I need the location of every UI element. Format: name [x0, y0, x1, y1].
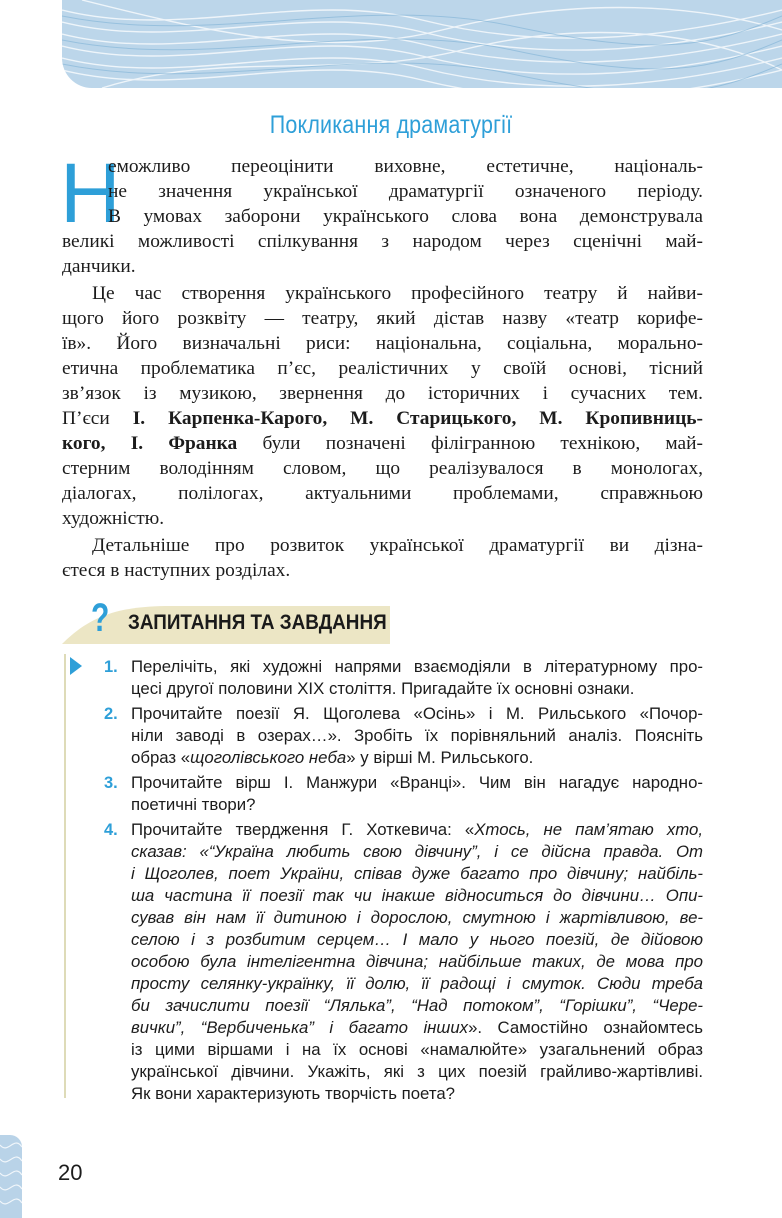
question-line: поетичні твори?: [131, 795, 256, 814]
paragraph-line: еможливо переоцінити виховне, естетичне, національ-: [108, 156, 703, 177]
question-line: просту селянку-українку, її долю, її радощі і смуток. Сюди треба: [131, 974, 703, 993]
paragraph-line: В умовах заборони українського слова вона демонструвала: [108, 206, 703, 227]
question-line: ша частина її поезії так чи інакше відноситься до дівчини… Опи-: [131, 886, 703, 905]
question-line: Як вони характеризують творчість поета?: [131, 1084, 455, 1103]
paragraph-line: щого його розквіту — театру, який дістав назву «театр корифе-: [62, 308, 703, 329]
paragraph-line: Детальніше про розвиток української драматургії ви дізна-: [92, 535, 703, 556]
question-line: сказав: «“Україна любить свою дівчину”, і се дійсна правда. От: [131, 842, 703, 861]
question-mark-icon: ?: [91, 596, 110, 640]
paragraph-line: художністю.: [62, 508, 165, 529]
arrow-right-icon: [70, 657, 82, 675]
paragraph-line: їв». Його визначальні риси: національна, соціальна, морально-: [62, 333, 703, 354]
paragraph-line: зв’язок із музикою, звернення до історичних і сучасних тем.: [62, 383, 703, 404]
paragraph-line: єтеся в наступних розділах.: [62, 560, 291, 581]
question-number: 2.: [104, 705, 118, 723]
question-line: образ «щоголівського неба» у вірші М. Рильського.: [131, 748, 534, 767]
drop-cap: Н: [60, 146, 121, 240]
question-line: Прочитайте поезії Я. Щоголева «Осінь» і М. Рильського «Почор-: [131, 704, 703, 723]
question-number: 3.: [104, 774, 118, 792]
question-line: селою і з розбитим серцем… І мало у нього поезій, де дійовою: [131, 930, 703, 949]
paragraph-line: П’єси І. Карпенка-Карого, М. Старицького, М. Кропивниць-: [62, 408, 703, 429]
question-line: цесі другої половини ХІХ століття. Пригадайте їх основні ознаки.: [131, 679, 635, 698]
page-number: 20: [58, 1160, 83, 1185]
paragraph-line: стерним володінням словом, що реалізувалося в монологах,: [62, 458, 703, 479]
decorative-wave-banner: [62, 0, 782, 88]
paragraph-line: Це час створення українського професійного театру й найви-: [92, 283, 703, 304]
question-line: Прочитайте вірш І. Манжури «Вранці». Чим він нагадує народно-: [131, 773, 703, 792]
question-number: 4.: [104, 821, 118, 839]
paragraph-line: етична проблематика п’єс, реалістичних у своїй основі, тісний: [62, 358, 703, 379]
question-line: вички”, “Вербиченька” і багато інших». Самостійно ознайомтесь: [131, 1018, 703, 1037]
question-line: Перелічіть, які художні напрями взаємодіяли в літературному про-: [131, 657, 703, 676]
author-names: кого, І. Франка: [62, 433, 238, 454]
decorative-wave-edge: [0, 1135, 22, 1218]
question-line: ніли заводі в озерах…». Зробіть їх порівняльний аналіз. Поясніть: [131, 726, 703, 745]
question-line: сував він нам її дитиною і дорослою, смутною і жартівливою, ве-: [131, 908, 703, 927]
paragraph-line: кого, І. Франка були позначені філігранною технікою, май-: [62, 433, 703, 454]
question-line: і Щоголев, поет України, співав дуже багато про дівчину; найбіль-: [131, 864, 703, 883]
question-line: із цими віршами і на їх основі «намалюйте» узагальнений образ: [131, 1040, 703, 1059]
section-title: Покликання драматургії: [269, 111, 513, 139]
question-line: особою була інтелігентна дівчина; найбільше таких, де мова про: [131, 952, 703, 971]
paragraph-line: великі можливості спілкування з народом через сценічні май-: [62, 231, 703, 252]
question-line: Прочитайте твердження Г. Хоткевича: «Хтось, не пам’ятаю хто,: [131, 820, 704, 839]
question-line: би зачислити поезії “Лялька”, “Над потоком”, “Горішки”, “Чере-: [131, 996, 703, 1015]
paragraph-line: данчики.: [62, 256, 136, 277]
questions-header-title: ЗАПИТАННЯ ТА ЗАВДАННЯ: [128, 611, 387, 634]
author-names: І. Карпенка-Карого, М. Старицького, М. Кропивниць-: [132, 408, 703, 429]
paragraph-line: діалогах, полілогах, актуальними проблемами, справжньою: [62, 483, 703, 504]
question-number: 1.: [104, 658, 118, 676]
question-line: української дівчини. Укажіть, які з цих поезій грайливо-жартівливі.: [131, 1062, 703, 1081]
questions-side-rule: [64, 654, 66, 1098]
paragraph-line: не значення української драматургії означеного періоду.: [108, 181, 703, 202]
